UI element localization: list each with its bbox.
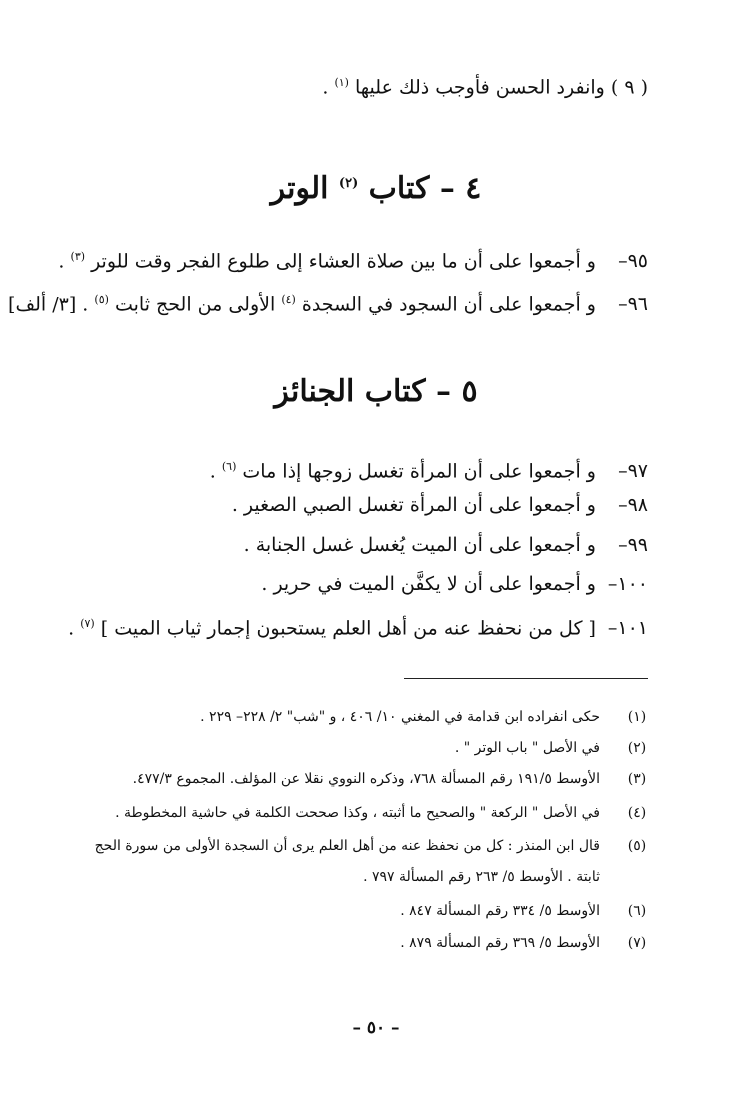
intro-end: .: [322, 76, 329, 99]
item-footnote-ref: (٣): [70, 250, 86, 263]
section-5-number: ٥ –: [435, 374, 478, 409]
item-number: ٩٩–: [618, 534, 648, 556]
section-4-footnote-ref: (٢): [338, 176, 359, 191]
item-95: [58, 244, 648, 274]
item-number: ٩٨–: [618, 494, 648, 516]
page-number: – ٥٠ –: [352, 1018, 400, 1038]
intro-line: [80, 70, 648, 100]
footnote-number: (٧): [627, 935, 647, 951]
section-4-number: ٤ –: [439, 171, 482, 206]
item-text: و أجمعوا على أن المرأة تغسل زوجها إذا مات: [242, 460, 596, 483]
section-5-title: كتاب الجنائز: [274, 374, 426, 409]
item-number: ٩٧–: [618, 460, 648, 483]
footnote-text: حكى انفراده ابن قدامة في المغني ١٠/ ٤٠٦ ، و "شب" ٢/ ٢٢٨– ٢٢٩ .: [200, 709, 600, 725]
section-4-title: الوتر: [270, 171, 329, 206]
intro-text: وانفرد الحسن فأوجب ذلك عليها: [355, 76, 605, 99]
footnote-number: (٤): [627, 805, 647, 821]
footnote-number: (٢): [627, 740, 647, 756]
item-97: [80, 454, 648, 484]
item-100: [80, 571, 648, 597]
footnote-number: (٦): [627, 903, 647, 919]
item-99: [80, 532, 648, 558]
intro-footnote-ref: (١): [334, 76, 349, 89]
footnote-number: (٥): [627, 838, 647, 854]
item-end: .: [58, 250, 65, 273]
item-number: ١٠٠–: [607, 573, 648, 595]
item-text: و أجمعوا على أن الميت يُغسل غسل الجنابة .: [243, 534, 596, 556]
footnote-text: الأوسط ٥/ ٣٦٩ رقم المسألة ٨٧٩ .: [400, 935, 600, 951]
item-text-continued: الأولى من الحج ثابت: [114, 293, 276, 316]
item-end: .: [209, 460, 216, 483]
section-5-heading: [0, 372, 752, 412]
footnote-text: الأوسط ٥/ ٣٣٤ رقم المسألة ٨٤٧ .: [400, 903, 600, 919]
item-101: [68, 611, 648, 641]
item-text: [ كل من نحفظ عنه من أهل العلم يستحبون إجمار ثياب الميت ]: [100, 617, 596, 640]
item-number: ٩٥–: [618, 250, 648, 273]
footnote-number: (١): [627, 709, 647, 725]
item-98: [80, 492, 648, 518]
footnote-text: في الأصل " الركعة " والصحيح ما أثبته ، وكذا صححت الكلمة في حاشية المخطوطة .: [115, 805, 600, 821]
footnote-text: ثابتة . الأوسط ٥/ ٢٦٣ رقم المسألة ٧٩٧ .: [363, 869, 600, 885]
item-footnote-ref: (٦): [221, 460, 237, 473]
footnote-separator: [404, 678, 648, 679]
item-end: . [٣/ ألف]: [8, 293, 89, 316]
section-4-word: كتاب: [368, 171, 430, 206]
item-footnote-ref: (٧): [80, 617, 95, 630]
footnote-text: الأوسط ١٩١/٥ رقم المسألة ٧٦٨، وذكره النووي نقلا عن المؤلف. المجموع ٤٧٧/٣.: [132, 771, 600, 787]
item-footnote-ref-2: (٥): [94, 293, 109, 306]
item-text: و أجمعوا على أن ما بين صلاة العشاء إلى طلوع الفجر وقت للوتر: [91, 250, 596, 273]
footnote-number: (٣): [627, 771, 647, 787]
footnote-text: في الأصل " باب الوتر " .: [454, 740, 600, 756]
footnote-text: قال ابن المنذر : كل من نحفظ عنه من أهل العلم يرى أن السجدة الأولى من سورة الحج: [94, 838, 600, 854]
item-footnote-ref: (٤): [281, 293, 296, 306]
item-96: [8, 287, 648, 317]
intro-number: ( ٩ ): [610, 76, 648, 99]
item-text: و أجمعوا على أن لا يكفَّن الميت في حرير .: [261, 573, 596, 595]
section-4-heading: [0, 164, 752, 209]
item-text: و أجمعوا على أن السجود في السجدة: [301, 293, 596, 316]
item-number: ٩٦–: [618, 293, 648, 316]
item-text: و أجمعوا على أن المرأة تغسل الصبي الصغير .: [231, 494, 596, 516]
item-end: .: [68, 617, 75, 640]
item-number: ١٠١–: [607, 617, 648, 640]
